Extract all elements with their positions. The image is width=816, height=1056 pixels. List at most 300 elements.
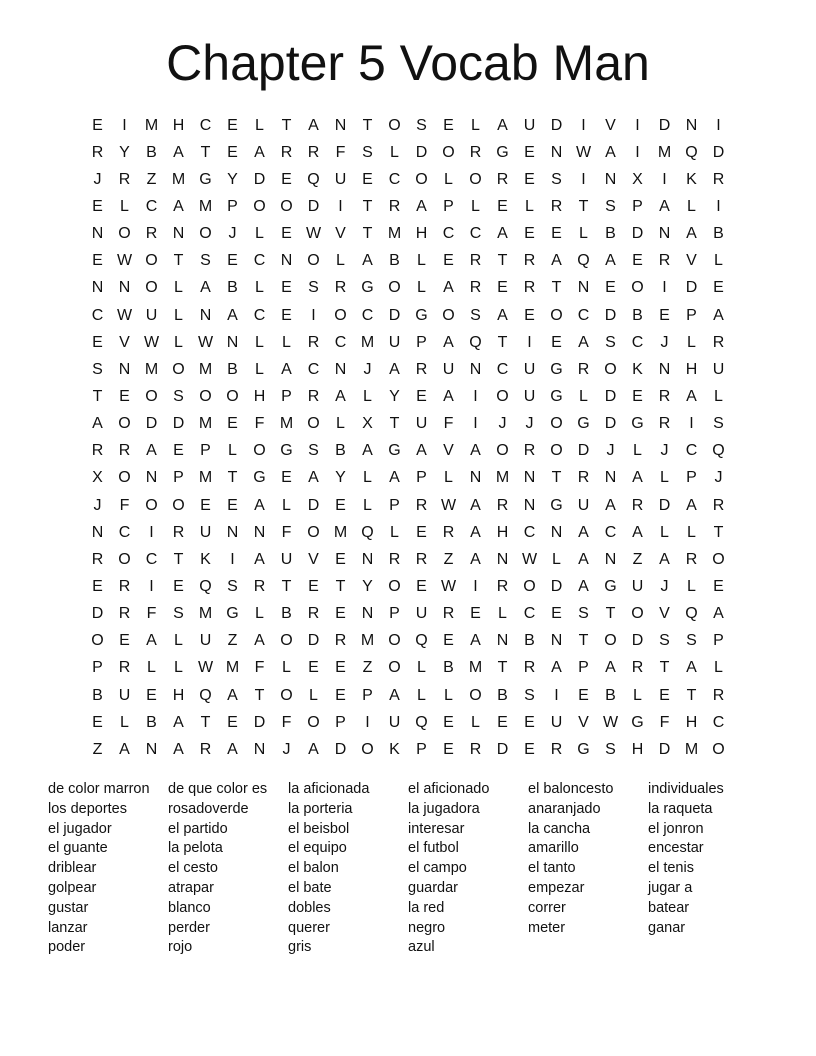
grid-letter: N (91, 225, 104, 243)
grid-letter: L (255, 360, 264, 378)
grid-letter: E (470, 605, 481, 623)
grid-row (84, 709, 732, 736)
grid-letter: I (581, 170, 586, 188)
grid-letter: A (200, 279, 211, 297)
grid-letter: L (390, 143, 399, 161)
grid-letter: Y (119, 143, 130, 161)
grid-letter: L (147, 659, 156, 677)
grid-letter: E (227, 116, 238, 134)
grid-letter: O (388, 632, 401, 650)
grid-letter: I (473, 415, 478, 433)
grid-letter: L (498, 605, 507, 623)
grid-letter: T (173, 252, 184, 270)
grid-letter: K (389, 740, 400, 758)
grid-letter: E (443, 713, 454, 731)
grid-letter: E (335, 605, 346, 623)
grid-letter: T (605, 605, 616, 623)
grid-letter: I (716, 116, 721, 134)
grid-letter: Y (335, 469, 346, 487)
grid-letter: G (253, 469, 266, 487)
grid-letter: M (171, 170, 186, 188)
grid-letter: O (523, 577, 536, 595)
grid-letter: Z (362, 659, 373, 677)
grid-letter: R (577, 469, 590, 487)
grid-letter: I (554, 686, 559, 704)
grid-letter: A (389, 469, 400, 487)
grid-letter: N (550, 143, 563, 161)
grid-letter: A (605, 143, 616, 161)
grid-letter: L (714, 252, 723, 270)
grid-row (84, 736, 732, 763)
grid-letter: R (658, 415, 671, 433)
grid-row (84, 221, 732, 248)
grid-letter: K (686, 170, 697, 188)
grid-letter: W (521, 550, 538, 568)
grid-letter: M (198, 197, 213, 215)
grid-letter: L (336, 415, 345, 433)
word-search-grid (84, 112, 732, 763)
grid-letter: T (200, 713, 211, 731)
grid-letter: M (198, 605, 213, 623)
grid-letter: J (498, 415, 507, 433)
grid-letter: M (144, 360, 159, 378)
grid-letter: M (684, 740, 699, 758)
grid-letter: I (716, 197, 721, 215)
grid-letter: B (227, 279, 238, 297)
grid-letter: R (307, 143, 320, 161)
grid-letter: J (282, 740, 291, 758)
grid-row (84, 465, 732, 492)
grid-letter: D (415, 143, 428, 161)
grid-letter: E (524, 740, 535, 758)
grid-letter: G (388, 442, 401, 460)
grid-letter: N (118, 360, 131, 378)
grid-letter: V (578, 713, 589, 731)
word-bank-column (408, 780, 528, 958)
grid-letter: P (443, 197, 454, 215)
grid-letter: B (605, 225, 616, 243)
grid-letter: N (496, 632, 509, 650)
word-bank-word: interesar (408, 820, 465, 837)
word-bank-word: la aficionada (288, 781, 370, 797)
grid-letter: J (363, 360, 372, 378)
grid-row (84, 519, 732, 546)
grid-row (84, 438, 732, 465)
grid-letter: L (255, 333, 264, 351)
grid-letter: E (281, 306, 292, 324)
grid-letter: Q (469, 333, 482, 351)
grid-letter: E (605, 279, 616, 297)
grid-letter: B (227, 360, 238, 378)
grid-letter: S (551, 170, 562, 188)
grid-letter: S (200, 252, 211, 270)
grid-letter: E (632, 387, 643, 405)
word-bank-word: de que color es (168, 781, 268, 797)
grid-letter: A (362, 252, 373, 270)
grid-letter: E (119, 632, 130, 650)
grid-letter: R (631, 659, 644, 677)
grid-letter: J (93, 496, 102, 514)
grid-letter: O (550, 415, 563, 433)
grid-row (84, 411, 732, 438)
grid-letter: C (496, 360, 509, 378)
grid-letter: A (470, 632, 481, 650)
grid-letter: N (469, 469, 482, 487)
grid-letter: E (443, 632, 454, 650)
word-bank-word: atrapar (168, 879, 214, 896)
grid-letter: E (227, 713, 238, 731)
grid-letter: T (497, 252, 508, 270)
grid-letter: V (605, 116, 616, 134)
grid-letter: E (308, 577, 319, 595)
word-bank-word: el partido (168, 820, 228, 837)
grid-letter: I (581, 116, 586, 134)
grid-letter: R (118, 442, 131, 460)
grid-letter: P (281, 387, 292, 405)
grid-letter: T (389, 415, 400, 433)
grid-letter: O (631, 605, 644, 623)
grid-letter: E (200, 496, 211, 514)
grid-letter: S (686, 632, 697, 650)
grid-letter: E (227, 415, 238, 433)
grid-row (84, 302, 732, 329)
word-bank-word: golpear (48, 879, 97, 896)
grid-letter: U (523, 387, 536, 405)
grid-letter: D (307, 632, 320, 650)
grid-letter: L (552, 550, 561, 568)
grid-letter: L (579, 225, 588, 243)
grid-letter: N (118, 279, 131, 297)
grid-letter: J (606, 442, 615, 460)
grid-letter: D (658, 740, 671, 758)
grid-letter: T (686, 686, 697, 704)
grid-letter: Q (199, 577, 212, 595)
grid-letter: D (685, 279, 698, 297)
grid-letter: G (631, 713, 644, 731)
grid-letter: R (550, 740, 563, 758)
grid-letter: W (440, 496, 457, 514)
grid-letter: F (281, 523, 292, 541)
grid-letter: A (578, 333, 589, 351)
grid-letter: S (524, 686, 535, 704)
grid-letter: A (173, 197, 184, 215)
word-bank-word: meter (528, 919, 566, 936)
grid-letter: B (389, 252, 400, 270)
grid-letter: H (631, 740, 644, 758)
grid-letter: M (360, 333, 375, 351)
grid-letter: L (363, 387, 372, 405)
grid-row (84, 492, 732, 519)
grid-letter: J (228, 225, 237, 243)
grid-letter: G (577, 415, 590, 433)
grid-letter: U (712, 360, 725, 378)
grid-letter: T (578, 197, 589, 215)
grid-letter: R (118, 577, 131, 595)
grid-letter: F (254, 415, 265, 433)
grid-letter: T (254, 686, 265, 704)
grid-letter: O (604, 360, 617, 378)
grid-letter: O (388, 577, 401, 595)
grid-letter: P (416, 740, 427, 758)
grid-letter: O (334, 306, 347, 324)
grid-letter: E (713, 577, 724, 595)
grid-letter: L (417, 659, 426, 677)
grid-letter: L (525, 197, 534, 215)
grid-letter: S (659, 632, 670, 650)
grid-letter: T (200, 143, 211, 161)
grid-row (84, 275, 732, 302)
grid-letter: G (199, 170, 212, 188)
grid-letter: C (469, 225, 482, 243)
grid-letter: L (174, 632, 183, 650)
grid-letter: D (658, 496, 671, 514)
grid-letter: A (497, 306, 508, 324)
grid-letter: E (227, 143, 238, 161)
grid-letter: M (495, 469, 510, 487)
grid-letter: O (550, 306, 563, 324)
grid-letter: Q (307, 170, 320, 188)
grid-letter: G (550, 360, 563, 378)
grid-letter: A (659, 550, 670, 568)
grid-letter: L (714, 659, 723, 677)
grid-letter: E (92, 577, 103, 595)
grid-letter: S (362, 143, 373, 161)
grid-letter: L (174, 279, 183, 297)
grid-letter: D (604, 387, 617, 405)
word-bank-word: el campo (408, 860, 467, 877)
grid-letter: G (415, 306, 428, 324)
grid-letter: N (145, 469, 158, 487)
grid-letter: E (632, 252, 643, 270)
grid-letter: R (307, 387, 320, 405)
grid-letter: D (658, 116, 671, 134)
word-bank-word: el guante (48, 840, 108, 857)
grid-letter: P (173, 469, 184, 487)
grid-letter: E (173, 442, 184, 460)
grid-letter: R (496, 170, 509, 188)
grid-letter: T (362, 116, 373, 134)
grid-letter: R (523, 442, 536, 460)
grid-letter: O (280, 197, 293, 215)
grid-letter: E (524, 225, 535, 243)
grid-letter: R (658, 252, 671, 270)
grid-letter: C (145, 197, 158, 215)
grid-letter: C (604, 523, 617, 541)
grid-letter: P (713, 632, 724, 650)
grid-letter: E (524, 306, 535, 324)
grid-letter: V (686, 252, 697, 270)
grid-letter: O (118, 469, 131, 487)
grid-letter: A (227, 306, 238, 324)
grid-letter: O (145, 387, 158, 405)
grid-letter: A (416, 442, 427, 460)
grid-letter: P (686, 306, 697, 324)
grid-letter: I (473, 387, 478, 405)
grid-letter: E (119, 387, 130, 405)
grid-letter: G (550, 387, 563, 405)
word-bank-word: blanco (168, 899, 211, 916)
word-bank-word: poder (48, 939, 86, 956)
grid-letter: I (662, 279, 667, 297)
grid-letter: B (632, 306, 643, 324)
grid-letter: U (550, 713, 563, 731)
grid-letter: W (116, 306, 133, 324)
grid-letter: R (91, 143, 104, 161)
grid-letter: V (308, 550, 319, 568)
grid-letter: O (280, 686, 293, 704)
grid-letter: O (253, 442, 266, 460)
grid-letter: L (363, 469, 372, 487)
grid-letter: H (685, 713, 698, 731)
word-bank-word: la pelota (168, 840, 223, 857)
grid-letter: O (496, 387, 509, 405)
grid-letter: A (686, 225, 697, 243)
grid-row (84, 329, 732, 356)
grid-letter: G (226, 605, 239, 623)
grid-letter: E (497, 279, 508, 297)
grid-letter: O (442, 143, 455, 161)
grid-letter: A (713, 605, 724, 623)
grid-letter: N (604, 170, 617, 188)
grid-letter: C (712, 713, 725, 731)
grid-letter: G (496, 143, 509, 161)
grid-letter: B (605, 686, 616, 704)
grid-letter: A (605, 496, 616, 514)
grid-letter: M (333, 523, 348, 541)
grid-letter: E (416, 523, 427, 541)
grid-letter: E (227, 496, 238, 514)
grid-letter: L (687, 523, 696, 541)
grid-letter: O (307, 415, 320, 433)
grid-letter: O (604, 632, 617, 650)
grid-letter: L (444, 469, 453, 487)
word-bank-word: la jugadora (408, 800, 480, 817)
grid-letter: W (305, 225, 322, 243)
grid-letter: R (280, 143, 293, 161)
grid-letter: F (281, 713, 292, 731)
grid-letter: R (415, 496, 428, 514)
grid-letter: A (119, 740, 130, 758)
grid-letter: Q (712, 442, 725, 460)
grid-letter: E (578, 686, 589, 704)
grid-row (84, 628, 732, 655)
word-bank-word: amarillo (528, 840, 579, 857)
grid-letter: J (660, 333, 669, 351)
grid-letter: S (713, 415, 724, 433)
grid-letter: P (632, 197, 643, 215)
grid-letter: R (388, 197, 401, 215)
grid-letter: N (226, 333, 239, 351)
word-bank-word: la red (408, 899, 445, 916)
word-bank-word: el jugador (48, 820, 112, 837)
grid-letter: E (362, 170, 373, 188)
word-bank-word: el equipo (288, 840, 347, 857)
grid-letter: A (281, 360, 292, 378)
grid-row (84, 112, 732, 139)
grid-letter: N (658, 225, 671, 243)
grid-letter: C (523, 523, 536, 541)
grid-letter: I (311, 306, 316, 324)
grid-letter: B (146, 143, 157, 161)
grid-letter: D (253, 170, 266, 188)
grid-letter: U (442, 360, 455, 378)
grid-letter: L (336, 252, 345, 270)
grid-letter: U (415, 415, 428, 433)
grid-letter: V (335, 225, 346, 243)
grid-letter: D (496, 740, 509, 758)
grid-letter: N (91, 279, 104, 297)
grid-letter: P (686, 469, 697, 487)
grid-letter: L (660, 469, 669, 487)
grid-letter: E (335, 550, 346, 568)
grid-letter: L (579, 387, 588, 405)
grid-letter: D (550, 116, 563, 134)
grid-letter: C (685, 442, 698, 460)
grid-letter: R (712, 333, 725, 351)
grid-letter: E (416, 577, 427, 595)
grid-letter: I (473, 577, 478, 595)
grid-letter: C (361, 306, 374, 324)
grid-letter: O (415, 170, 428, 188)
grid-letter: N (577, 279, 590, 297)
grid-letter: L (120, 713, 129, 731)
grid-letter: O (118, 225, 131, 243)
grid-letter: W (143, 333, 160, 351)
word-bank-word: la porteria (288, 800, 353, 817)
grid-letter: C (307, 360, 320, 378)
grid-letter: N (199, 306, 212, 324)
grid-letter: R (307, 605, 320, 623)
grid-letter: I (122, 116, 127, 134)
word-bank-word: encestar (648, 840, 704, 857)
grid-letter: L (660, 523, 669, 541)
grid-letter: N (172, 225, 185, 243)
grid-letter: W (575, 143, 592, 161)
grid-letter: A (632, 523, 643, 541)
grid-letter: L (255, 605, 264, 623)
grid-letter: R (469, 143, 482, 161)
grid-letter: B (524, 632, 535, 650)
grid-letter: A (551, 659, 562, 677)
grid-letter: F (443, 415, 454, 433)
grid-letter: R (334, 279, 347, 297)
grid-letter: L (471, 197, 480, 215)
grid-letter: O (91, 632, 104, 650)
grid-letter: Q (199, 686, 212, 704)
grid-letter: C (91, 306, 104, 324)
grid-letter: C (388, 170, 401, 188)
grid-letter: S (92, 360, 103, 378)
grid-letter: A (443, 387, 454, 405)
word-bank-word: el tenis (648, 860, 694, 877)
word-bank-word: lanzar (48, 919, 88, 936)
grid-letter: H (685, 360, 698, 378)
grid-letter: R (415, 360, 428, 378)
grid-letter: N (523, 469, 536, 487)
grid-letter: E (551, 333, 562, 351)
grid-letter: S (470, 306, 481, 324)
grid-letter: T (551, 279, 562, 297)
grid-letter: B (281, 605, 292, 623)
grid-letter: Q (685, 605, 698, 623)
grid-letter: V (659, 605, 670, 623)
grid-letter: A (308, 740, 319, 758)
grid-letter: N (226, 523, 239, 541)
grid-letter: O (307, 523, 320, 541)
grid-letter: U (199, 523, 212, 541)
grid-letter: A (254, 143, 265, 161)
grid-letter: L (255, 116, 264, 134)
